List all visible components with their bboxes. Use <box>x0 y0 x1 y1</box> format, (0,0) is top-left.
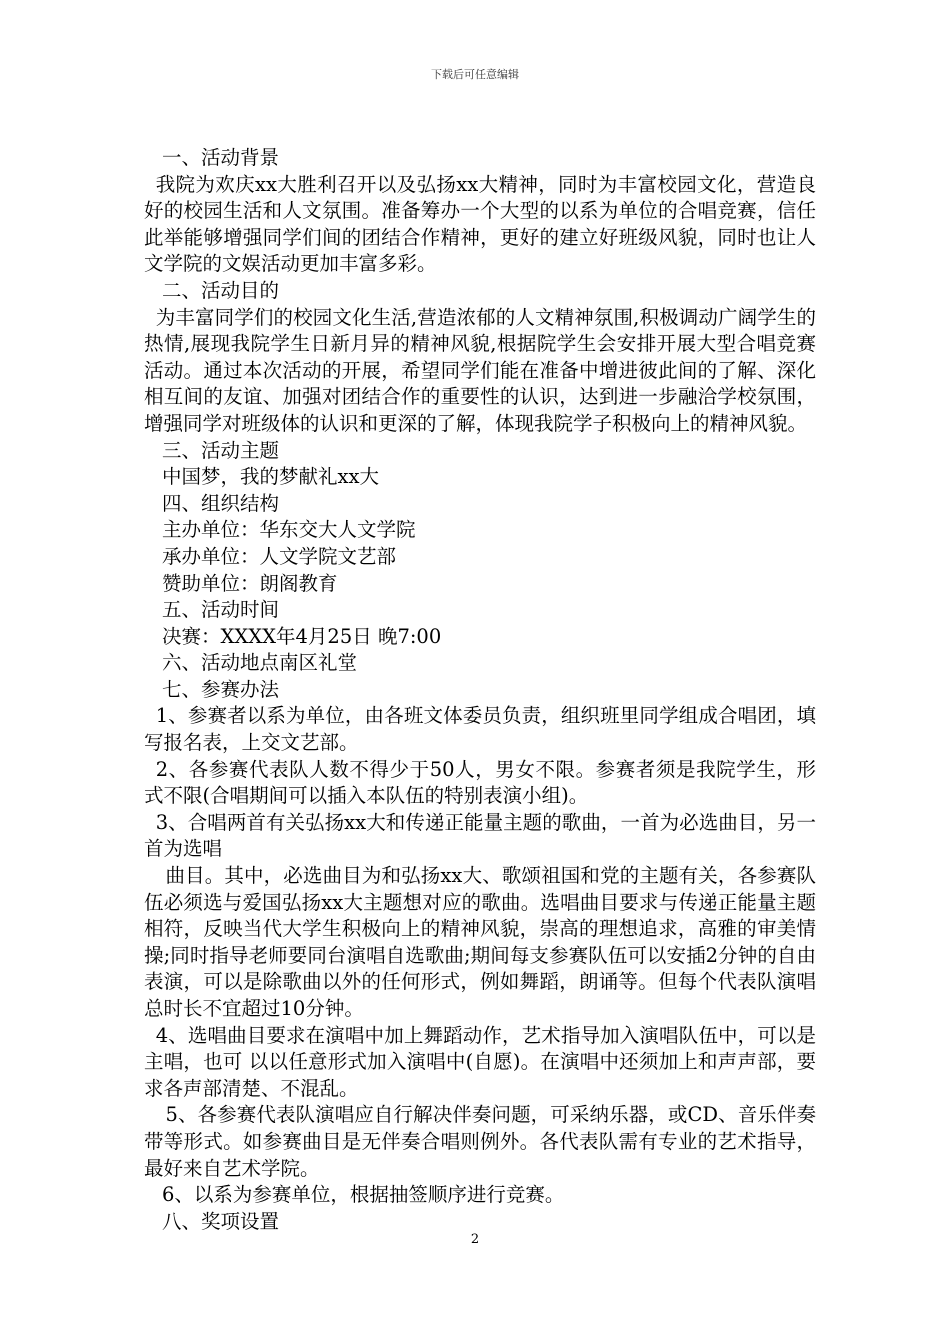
paragraph: 5、各参赛代表队演唱应自行解决伴奏问题，可采纳乐器，或CD、音乐伴奏带等形式。如参赛曲目是无伴奏合唱则例外。各代表队需有专业的艺术指导，最好来自艺术学院。 <box>144 1103 816 1180</box>
paragraph: 为丰富同学们的校园文化生活,营造浓郁的人文精神氛围,积极调动广阔学生的热情,展现我院学生日新月异的精神风貌,根据院学生会安排开展大型合唱竞赛活动。通过本次活动的开展，希望同学们能在准备中增进彼此间的了解、深化相互间的友谊、加强对团结合作的重要性的认识，达到进一步融洽学校氛围，增强同学对班级体的认识和更深的了解，体现我院学子积极向上的精神风貌。 <box>144 305 816 435</box>
paragraph: 八、奖项设置 <box>162 1209 280 1233</box>
paragraph: 我院为欢庆xx大胜利召开以及弘扬xx大精神，同时为丰富校园文化，营造良好的校园生活和人文氛围。准备筹办一个大型的以系为单位的合唱竞赛，信任此举能够增强同学们间的团结合作精神，更好的建立好班级风貌，同时也让人文学院的文娱活动更加丰富多彩。 <box>144 172 816 276</box>
paragraph: 六、活动地点南区礼堂 <box>162 651 358 675</box>
page-header: 下载后可任意编辑 <box>431 68 519 81</box>
paragraph: 3、合唱两首有关弘扬xx大和传递正能量主题的歌曲，一首为必选曲目，另一首为选唱 <box>144 810 816 861</box>
paragraph: 6、以系为参赛单位，根据抽签顺序进行竞赛。 <box>162 1183 565 1207</box>
paragraph: 五、活动时间 <box>162 598 280 622</box>
paragraph: 决赛：XXXX年4月25日 晚7:00 <box>162 624 442 648</box>
paragraph: 一、活动背景 <box>162 146 280 169</box>
paragraph: 2、各参赛代表队人数不得少于50人，男女不限。参赛者须是我院学生，形式不限(合唱期间可以插入本队伍的特别表演小组)。 <box>144 757 816 808</box>
paragraph: 七、参赛办法 <box>162 677 280 701</box>
paragraph: 承办单位：人文学院文艺部 <box>162 544 397 568</box>
page-number: 2 <box>470 1232 480 1247</box>
document-body <box>144 145 816 1235</box>
paragraph: 四、组织结构 <box>162 491 280 515</box>
paragraph: 曲目。其中，必选曲目为和弘扬xx大、歌颂祖国和党的主题有关，各参赛队伍必须选与爱国弘扬xx大主题想对应的歌曲。选唱曲目要求与传递正能量主题相符，反映当代大学生积极向上的精神风貌，崇高的理想追求，高雅的审美情操;同时指导老师要同台演唱自选歌曲;期间每支参赛队伍可以安插2分钟的自由表演，可以是除歌曲以外的任何形式，例如舞蹈，朗诵等。但每个代表队演唱总时长不宜超过10分钟。 <box>144 864 816 1020</box>
paragraph: 主办单位：华东交大人文学院 <box>162 518 416 542</box>
paragraph: 1、参赛者以系为单位，由各班文体委员负责，组织班里同学组成合唱团，填写报名表，上交文艺部。 <box>144 704 816 755</box>
paragraph: 赞助单位：朗阁教育 <box>162 571 338 595</box>
paragraph: 中国梦，我的梦献礼xx大 <box>162 465 379 489</box>
paragraph: 二、活动目的 <box>162 278 280 302</box>
paragraph: 三、活动主题 <box>162 438 280 462</box>
paragraph: 4、选唱曲目要求在演唱中加上舞蹈动作，艺术指导加入演唱队伍中，可以是主唱，也可 以以任意形式加入演唱中(自愿)。在演唱中还须加上和声声部，要求各声部清楚、不混乱。 <box>144 1023 816 1100</box>
